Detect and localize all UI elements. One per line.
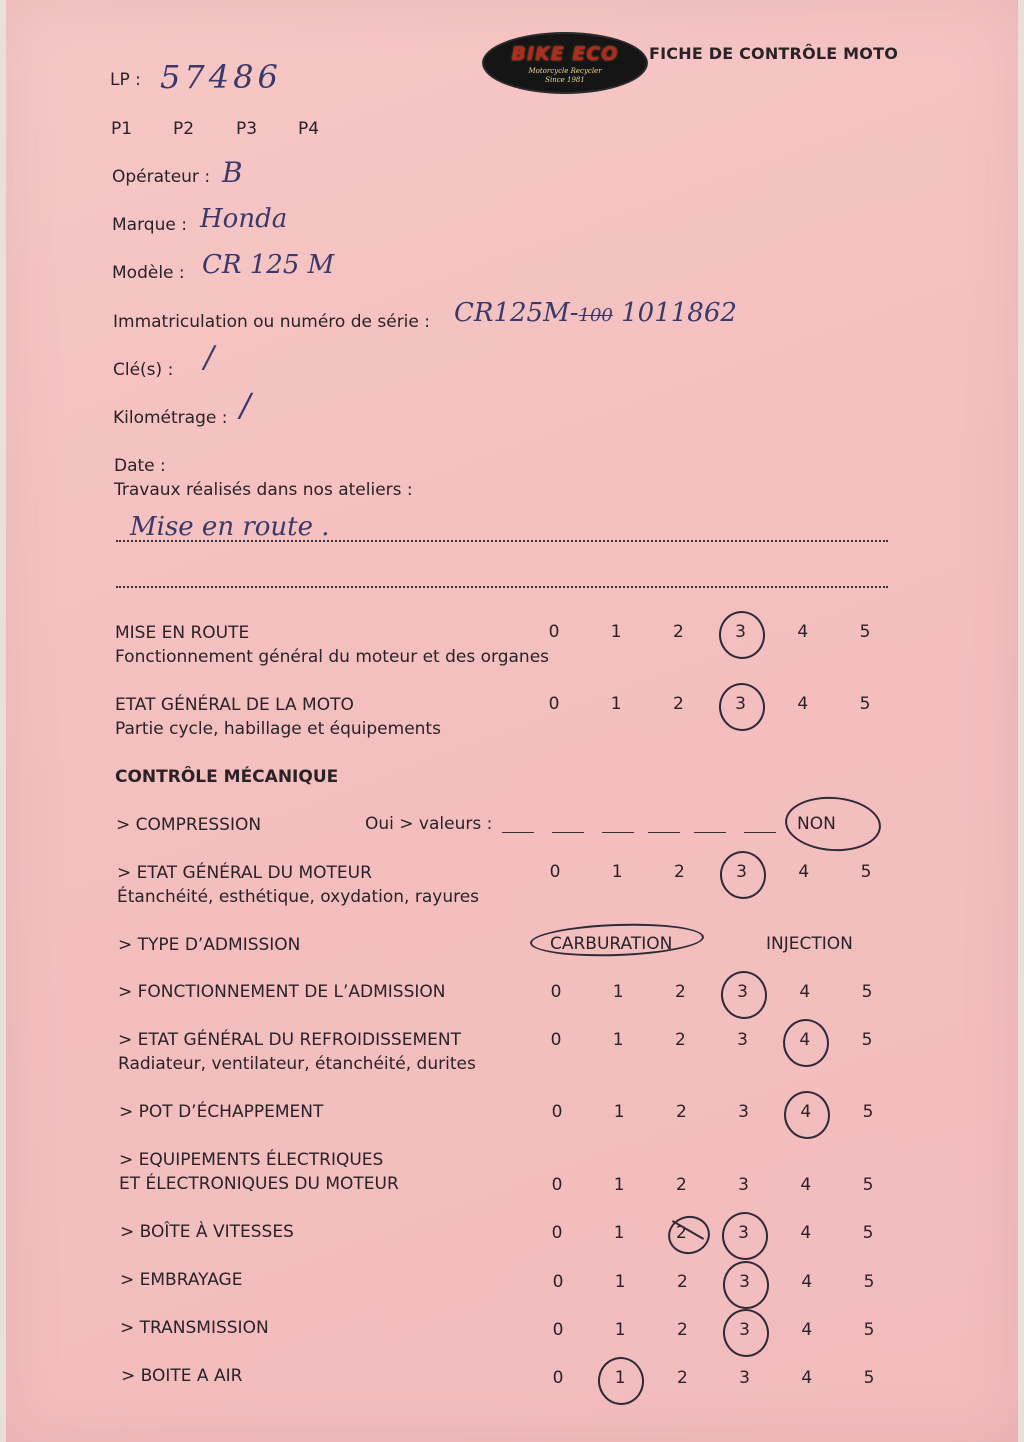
score-boite-a-air-5: 5 — [863, 1368, 875, 1388]
travaux-dotted-line-1 — [116, 540, 888, 542]
compression-value-blank-5 — [694, 832, 726, 833]
date-label: Date : — [114, 456, 166, 476]
score-boite-vitesses-3: 3 — [738, 1223, 749, 1243]
score-embrayage-4: 4 — [801, 1272, 813, 1292]
score-refroidissement-2: 2 — [674, 1030, 686, 1050]
position-p2: P2 — [173, 119, 195, 139]
score-embrayage-5: 5 — [863, 1272, 875, 1292]
score-refroidissement-3: 3 — [737, 1030, 748, 1050]
admission-type-label: > TYPE D’ADMISSION — [118, 935, 301, 955]
score-transmission-3: 3 — [739, 1320, 750, 1340]
logo-brand-text: BIKE ECO — [511, 43, 619, 65]
item-subtitle-etat-moteur: Étanchéité, esthétique, oxydation, rayures — [117, 887, 480, 907]
score-pot-echappement-4: 4 — [800, 1102, 812, 1122]
score-transmission-1: 1 — [614, 1320, 626, 1340]
admission-carburation-option: CARBURATION — [550, 934, 673, 954]
score-pot-echappement-3: 3 — [738, 1102, 749, 1122]
score-mise-en-route-5: 5 — [859, 622, 871, 642]
serie-value-struck: 100 — [578, 305, 613, 326]
compression-value-blank-4 — [648, 832, 680, 833]
score-boite-a-air-2: 2 — [676, 1368, 688, 1388]
score-pot-echappement-2: 2 — [675, 1102, 687, 1122]
score-boite-a-air-1: 1 — [614, 1368, 626, 1388]
position-p4: P4 — [298, 119, 320, 139]
travaux-label: Travaux réalisés dans nos ateliers : — [114, 480, 413, 500]
item-title-fonctionnement-admission: > FONCTIONNEMENT DE L’ADMISSION — [118, 982, 446, 1002]
score-refroidissement-0: 0 — [550, 1030, 562, 1050]
score-boite-a-air-4: 4 — [801, 1368, 813, 1388]
marque-value: Honda — [200, 204, 288, 234]
compression-value-blank-6 — [744, 832, 776, 833]
score-boite-a-air-3: 3 — [739, 1368, 750, 1388]
score-fonctionnement-admission-0: 0 — [550, 982, 562, 1002]
score-refroidissement-1: 1 — [612, 1030, 624, 1050]
logo-tagline: Motorcycle Recycler — [528, 67, 602, 75]
score-etat-moteur-3: 3 — [736, 862, 747, 882]
logo-since: Since 1981 — [545, 76, 585, 84]
score-mise-en-route-0: 0 — [548, 622, 560, 642]
item-title-transmission: > TRANSMISSION — [120, 1318, 269, 1338]
score-etat-moto-3: 3 — [735, 694, 746, 714]
score-etat-moto-2: 2 — [672, 694, 684, 714]
score-equipements-electriques-4: 4 — [800, 1175, 812, 1195]
score-equipements-electriques-3: 3 — [738, 1175, 749, 1195]
cles-value: / — [204, 340, 215, 375]
item-subtitle-equipements-electriques: ET ÉLECTRONIQUES DU MOTEUR — [119, 1174, 399, 1194]
score-fonctionnement-admission-3: 3 — [737, 982, 748, 1002]
item-title-etat-moteur: > ETAT GÉNÉRAL DU MOTEUR — [117, 863, 372, 883]
section-title-controle-mecanique: CONTRÔLE MÉCANIQUE — [115, 767, 339, 787]
score-etat-moteur-4: 4 — [798, 862, 810, 882]
score-equipements-electriques-2: 2 — [675, 1175, 687, 1195]
score-mise-en-route-2: 2 — [672, 622, 684, 642]
item-title-embrayage: > EMBRAYAGE — [120, 1270, 243, 1290]
score-pot-echappement-5: 5 — [862, 1102, 874, 1122]
serie-value-suffix: 1011862 — [621, 298, 737, 328]
score-equipements-electriques-1: 1 — [613, 1175, 625, 1195]
operateur-value: B — [222, 156, 243, 189]
score-etat-moteur-1: 1 — [611, 862, 623, 882]
travaux-value: Mise en route . — [130, 512, 330, 542]
score-refroidissement-5: 5 — [861, 1030, 873, 1050]
score-pot-echappement-0: 0 — [551, 1102, 563, 1122]
position-p3: P3 — [236, 119, 258, 139]
inspection-form-sheet — [6, 0, 1018, 1442]
score-fonctionnement-admission-1: 1 — [612, 982, 624, 1002]
score-fonctionnement-admission-2: 2 — [674, 982, 686, 1002]
kilometrage-label: Kilométrage : — [113, 408, 228, 428]
score-fonctionnement-admission-5: 5 — [861, 982, 873, 1002]
item-title-pot-echappement: > POT D’ÉCHAPPEMENT — [119, 1102, 324, 1122]
kilometrage-value: / — [240, 386, 251, 424]
score-embrayage-1: 1 — [614, 1272, 626, 1292]
score-equipements-electriques-0: 0 — [551, 1175, 563, 1195]
score-etat-moto-4: 4 — [797, 694, 809, 714]
score-boite-vitesses-5: 5 — [862, 1223, 874, 1243]
score-embrayage-0: 0 — [552, 1272, 564, 1292]
compression-non-option: NON — [797, 814, 836, 834]
item-title-equipements-electriques: > EQUIPEMENTS ÉLECTRIQUES — [119, 1150, 384, 1170]
compression-label: > COMPRESSION — [116, 815, 262, 835]
score-boite-a-air-0: 0 — [552, 1368, 564, 1388]
score-transmission-0: 0 — [552, 1320, 564, 1340]
compression-value-blank-3 — [602, 832, 634, 833]
score-mise-en-route-3: 3 — [735, 622, 746, 642]
score-mise-en-route-4: 4 — [797, 622, 809, 642]
compression-value-blank-2 — [552, 832, 584, 833]
score-fonctionnement-admission-4: 4 — [799, 982, 811, 1002]
modele-value: CR 125 M — [202, 250, 335, 280]
lp-value: 57486 — [160, 58, 282, 96]
item-title-boite-vitesses: > BOÎTE À VITESSES — [120, 1222, 294, 1242]
modele-label: Modèle : — [112, 263, 185, 283]
score-pot-echappement-1: 1 — [613, 1102, 625, 1122]
compression-value-blank-1 — [502, 832, 534, 833]
score-boite-vitesses-1: 1 — [613, 1223, 625, 1243]
score-equipements-electriques-5: 5 — [862, 1175, 874, 1195]
cles-label: Clé(s) : — [113, 360, 174, 380]
rating-title-mise-en-route: MISE EN ROUTE — [115, 623, 250, 643]
score-mise-en-route-1: 1 — [610, 622, 622, 642]
item-title-refroidissement: > ETAT GÉNÉRAL DU REFROIDISSEMENT — [118, 1030, 461, 1050]
score-refroidissement-4: 4 — [799, 1030, 811, 1050]
score-etat-moto-0: 0 — [548, 694, 560, 714]
score-boite-vitesses-4: 4 — [800, 1223, 812, 1243]
travaux-dotted-line-2 — [116, 586, 888, 588]
serie-value-prefix: CR125M- — [454, 298, 579, 328]
score-etat-moteur-0: 0 — [549, 862, 561, 882]
admission-injection-option: INJECTION — [766, 934, 853, 954]
score-transmission-2: 2 — [676, 1320, 688, 1340]
operateur-label: Opérateur : — [112, 167, 211, 187]
rating-subtitle-mise-en-route: Fonctionnement général du moteur et des organes — [115, 647, 550, 667]
serie-label: Immatriculation ou numéro de série : — [113, 312, 430, 332]
rating-subtitle-etat-moto: Partie cycle, habillage et équipements — [115, 719, 441, 739]
lp-label: LP : — [110, 70, 141, 90]
item-subtitle-refroidissement: Radiateur, ventilateur, étanchéité, durites — [118, 1054, 476, 1074]
score-etat-moteur-2: 2 — [673, 862, 685, 882]
score-etat-moteur-5: 5 — [860, 862, 872, 882]
form-title: FICHE DE CONTRÔLE MOTO — [649, 44, 899, 63]
score-boite-vitesses-0: 0 — [551, 1223, 563, 1243]
score-embrayage-2: 2 — [676, 1272, 688, 1292]
serie-value — [454, 298, 737, 328]
score-embrayage-3: 3 — [739, 1272, 750, 1292]
score-transmission-5: 5 — [863, 1320, 875, 1340]
compression-oui-label: Oui > valeurs : — [365, 814, 493, 834]
bike-eco-logo — [484, 34, 646, 92]
score-transmission-4: 4 — [801, 1320, 813, 1340]
score-etat-moto-1: 1 — [610, 694, 622, 714]
position-p1: P1 — [111, 119, 133, 139]
item-title-boite-a-air: > BOITE A AIR — [121, 1366, 243, 1386]
score-etat-moto-5: 5 — [859, 694, 871, 714]
marque-label: Marque : — [112, 215, 187, 235]
rating-title-etat-moto: ETAT GÉNÉRAL DE LA MOTO — [115, 695, 354, 715]
score-boite-vitesses-2: 2 — [675, 1223, 687, 1243]
